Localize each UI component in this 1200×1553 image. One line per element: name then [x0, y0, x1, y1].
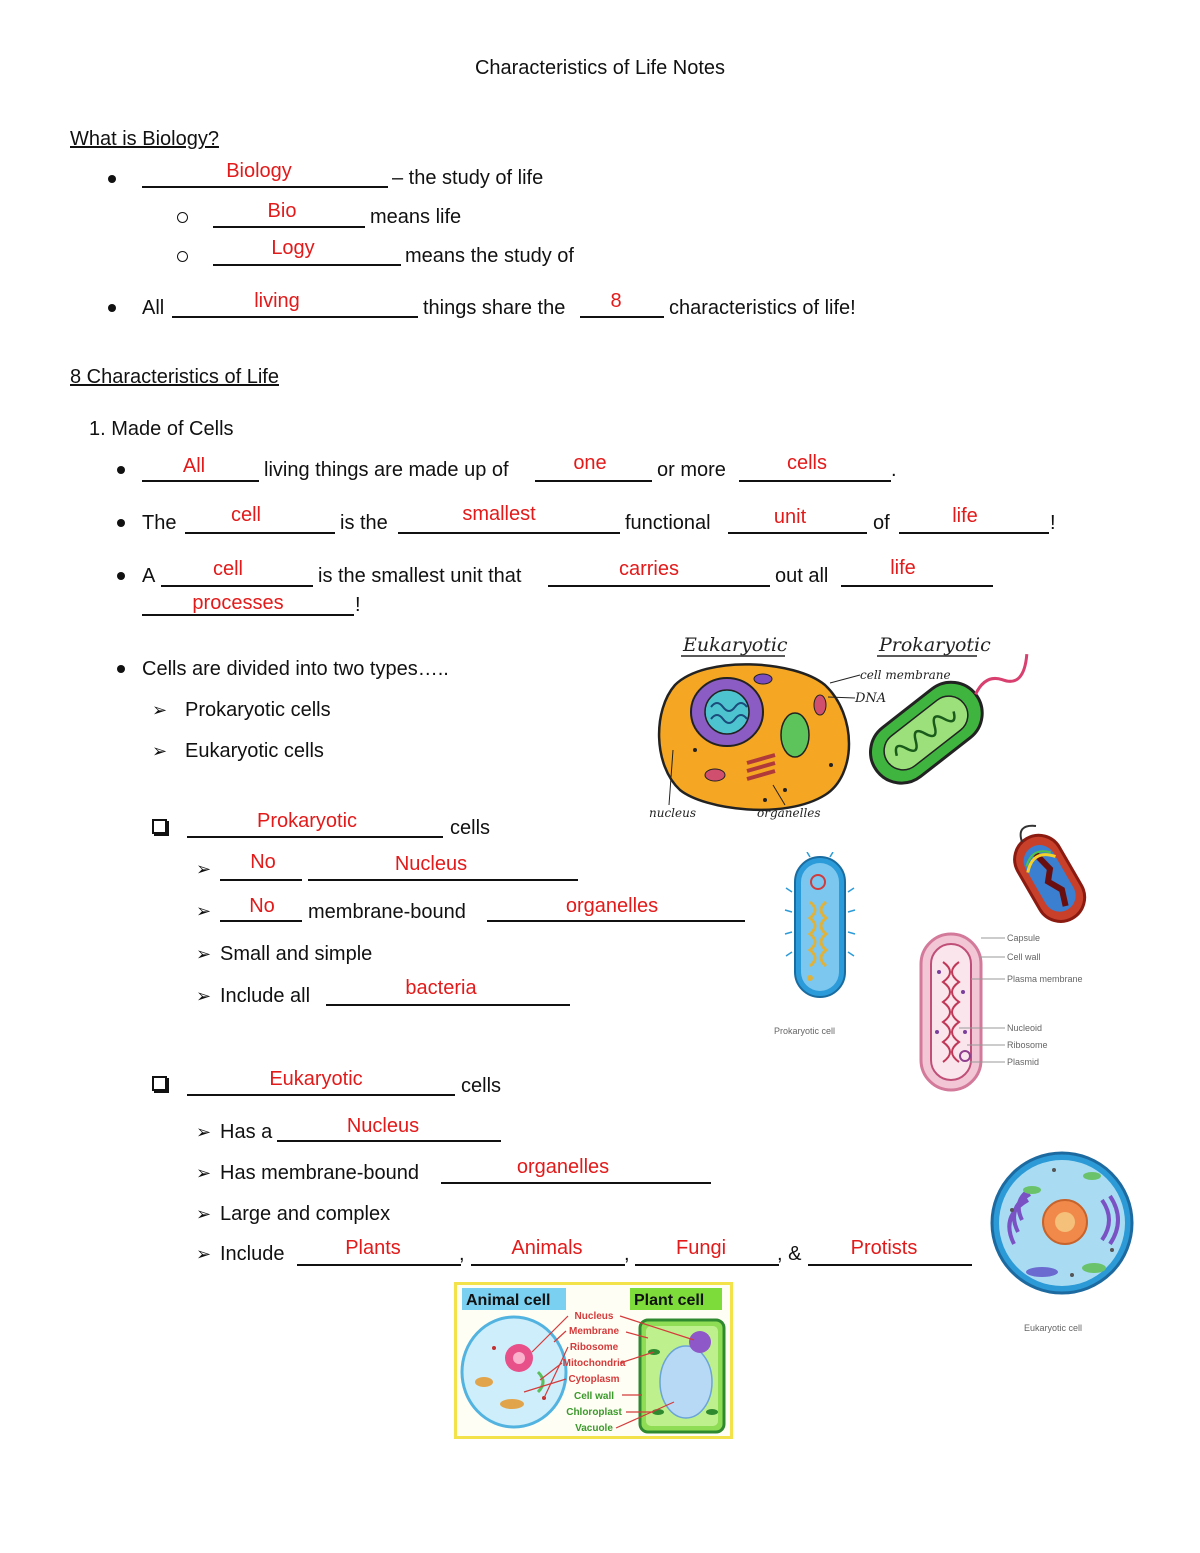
- blank-bio[interactable]: [213, 226, 365, 228]
- blank-cell-2[interactable]: [161, 585, 313, 587]
- line-small-simple: Small and simple: [220, 943, 373, 965]
- heading-made-of-cells: 1. Made of Cells: [89, 418, 234, 440]
- eukaryotic-cell-caption: Eukaryotic cell: [1024, 1323, 1083, 1333]
- line-include: Include: [220, 1243, 285, 1265]
- blank-cells[interactable]: [739, 480, 891, 482]
- section-heading-characteristics: 8 Characteristics of Life: [70, 366, 279, 388]
- answer-unit: unit: [773, 506, 807, 528]
- blank-eukaryotic[interactable]: [187, 1094, 455, 1096]
- arrow-bullet: ➢: [152, 741, 168, 761]
- line-of: of: [873, 512, 890, 534]
- line-membrane-bound: membrane-bound: [308, 901, 466, 923]
- line-things-share: things share the: [423, 297, 566, 319]
- line-exclaim: !: [1050, 512, 1056, 534]
- sketch-nucleus-label: nucleus: [649, 806, 697, 820]
- blank-unit[interactable]: [728, 532, 867, 534]
- blank-protists[interactable]: [808, 1264, 972, 1266]
- sketch-eukaryotic-cell: [659, 664, 849, 809]
- plant-cell-heading: Plant cell: [634, 1292, 705, 1309]
- label-vacuole: Vacuole: [575, 1423, 613, 1434]
- answer-life-1: life: [952, 505, 978, 527]
- arrow-bullet: ➢: [152, 700, 168, 720]
- line-characteristics: characteristics of life!: [669, 297, 856, 319]
- line-a: A: [142, 565, 156, 587]
- line-living-things: living things are made up of: [264, 459, 509, 481]
- label-nucleus: Nucleus: [574, 1311, 614, 1322]
- bullet: [117, 466, 125, 474]
- line-prokaryotic-cells: Prokaryotic cells: [185, 699, 331, 721]
- sketch-dna-label: DNA: [855, 691, 887, 706]
- blank-no-2[interactable]: [220, 920, 302, 922]
- answer-fungi: Fungi: [675, 1237, 727, 1259]
- line-out-all: out all: [775, 565, 829, 587]
- label-ribosome-ap: Ribosome: [569, 1342, 619, 1353]
- blank-one[interactable]: [535, 480, 652, 482]
- line-period: .: [891, 459, 897, 481]
- bullet: [117, 572, 125, 580]
- blank-logy[interactable]: [213, 264, 401, 266]
- line-means-study: means the study of: [405, 245, 574, 267]
- blank-fungi[interactable]: [635, 1264, 779, 1266]
- arrow-bullet: ➢: [196, 901, 212, 921]
- blank-animals[interactable]: [471, 1264, 625, 1266]
- line-divided: Cells are divided into two types…..: [142, 658, 449, 680]
- answer-one: one: [573, 452, 607, 474]
- arrow-bullet: ➢: [196, 944, 212, 964]
- prokaryotic-cell-diagram: [770, 852, 880, 1047]
- blank-processes[interactable]: [142, 614, 354, 616]
- answer-prokaryotic: Prokaryotic: [256, 810, 358, 832]
- label-membrane: Membrane: [568, 1326, 620, 1337]
- answer-nucleus-2: Nucleus: [346, 1115, 420, 1137]
- answer-organelles-2: organelles: [516, 1156, 610, 1178]
- answer-logy: Logy: [271, 237, 315, 259]
- answer-nucleus-1: Nucleus: [394, 853, 468, 875]
- line-cells-2: cells: [461, 1075, 502, 1097]
- sketch-organelles-label: organelles: [757, 806, 821, 820]
- line-study-of-life: – the study of life: [392, 167, 544, 189]
- answer-all: All: [182, 455, 206, 477]
- answer-organelles-1: organelles: [565, 895, 659, 917]
- answer-eukaryotic: Eukaryotic: [269, 1068, 363, 1090]
- label-cytoplasm: Cytoplasm: [568, 1374, 620, 1385]
- label-cell-wall: Cell wall: [1007, 952, 1041, 962]
- bullet: [117, 519, 125, 527]
- label-plasmid: Plasmid: [1007, 1057, 1040, 1067]
- answer-plants: Plants: [345, 1237, 401, 1259]
- answer-protists: Protists: [850, 1237, 918, 1259]
- blank-eight[interactable]: [580, 316, 664, 318]
- answer-cell-1: cell: [230, 504, 261, 526]
- blank-nucleus-1[interactable]: [308, 879, 578, 881]
- answer-cell-2: cell: [212, 558, 243, 580]
- answer-cells: cells: [786, 452, 827, 474]
- prokaryotic-cell-caption: Prokaryotic cell: [774, 1026, 836, 1036]
- animal-plant-cell-figure: [454, 1282, 734, 1440]
- label-ribosome: Ribosome: [1007, 1040, 1048, 1050]
- blank-cell-1[interactable]: [185, 532, 335, 534]
- sketch-cells-figure: [635, 625, 1035, 830]
- prokaryote-illustration: [1002, 822, 1098, 932]
- blank-nucleus-2[interactable]: [277, 1140, 501, 1142]
- sketch-cell-membrane-label: cell membrane: [860, 668, 951, 682]
- page-title: Characteristics of Life Notes: [474, 57, 726, 79]
- line-smallest-unit: is the smallest unit that: [318, 565, 522, 587]
- line-comma: ,: [459, 1243, 465, 1265]
- label-chloroplast: Chloroplast: [566, 1407, 622, 1418]
- answer-bacteria: bacteria: [405, 977, 477, 999]
- answer-eight: 8: [610, 290, 622, 312]
- blank-life-1[interactable]: [899, 532, 1049, 534]
- arrow-bullet: ➢: [196, 1163, 212, 1183]
- answer-animals: Animals: [511, 1237, 583, 1259]
- line-means-life: means life: [370, 206, 462, 228]
- line-or-more: or more: [657, 459, 726, 481]
- blank-living[interactable]: [172, 316, 418, 318]
- blank-organelles-2[interactable]: [441, 1182, 711, 1184]
- bullet: [117, 665, 125, 673]
- label-plasma-membrane: Plasma membrane: [1007, 974, 1083, 984]
- line-eukaryotic-cells: Eukaryotic cells: [185, 740, 324, 762]
- answer-carries: carries: [618, 558, 679, 580]
- bullet: [108, 304, 116, 312]
- line-cells-1: cells: [450, 817, 491, 839]
- answer-no-1: No: [250, 851, 276, 873]
- arrow-bullet: ➢: [196, 986, 212, 1006]
- section-heading-biology: What is Biology?: [70, 128, 219, 150]
- label-nucleoid: Nucleoid: [1007, 1023, 1043, 1033]
- blank-smallest[interactable]: [398, 532, 620, 534]
- checkbox-prokaryotic[interactable]: [152, 819, 167, 834]
- blank-prokaryotic[interactable]: [187, 836, 443, 838]
- blank-life-2[interactable]: [841, 585, 993, 587]
- bullet: [108, 175, 116, 183]
- line-is-the: is the: [340, 512, 388, 534]
- line-exclaim-2: !: [355, 594, 361, 616]
- answer-biology: Biology: [226, 160, 292, 182]
- blank-plants[interactable]: [297, 1264, 461, 1266]
- answer-no-2: No: [249, 895, 275, 917]
- line-has-a: Has a: [220, 1121, 273, 1143]
- eukaryotic-cell-diagram: [972, 1150, 1152, 1340]
- answer-processes: processes: [192, 592, 284, 614]
- blank-all[interactable]: [142, 480, 259, 482]
- line-comma-and: , &: [777, 1243, 802, 1265]
- sketch-prokaryotic-label: Prokaryotic: [879, 634, 991, 656]
- blank-no-1[interactable]: [220, 879, 302, 881]
- sketch-eukaryotic-label: Eukaryotic: [683, 634, 788, 656]
- answer-life-2: life: [890, 557, 916, 579]
- arrow-bullet: ➢: [196, 1244, 212, 1264]
- line-large-complex: Large and complex: [220, 1203, 391, 1225]
- label-mitochondria: Mitochondria: [562, 1358, 626, 1369]
- arrow-bullet: ➢: [196, 1204, 212, 1224]
- line-the: The: [142, 512, 177, 534]
- sub-bullet: [177, 212, 188, 223]
- blank-carries[interactable]: [548, 585, 770, 587]
- arrow-bullet: ➢: [196, 1122, 212, 1142]
- line-all: All: [142, 297, 165, 319]
- arrow-bullet: ➢: [196, 859, 212, 879]
- answer-living: living: [254, 290, 300, 312]
- label-capsule: Capsule: [1007, 933, 1041, 943]
- sub-bullet: [177, 251, 188, 262]
- labeled-prokaryote-diagram: [915, 922, 1100, 1094]
- blank-biology[interactable]: [142, 186, 388, 188]
- animal-cell-heading: Animal cell: [466, 1292, 551, 1309]
- blank-organelles-1[interactable]: [487, 920, 745, 922]
- checkbox-eukaryotic[interactable]: [152, 1076, 167, 1091]
- line-include-all: Include all: [220, 985, 311, 1007]
- label-cell-wall-ap: Cell wall: [573, 1391, 615, 1402]
- blank-bacteria[interactable]: [326, 1004, 570, 1006]
- answer-smallest: smallest: [462, 503, 536, 525]
- line-functional: functional: [625, 512, 711, 534]
- line-has-membrane-bound: Has membrane-bound: [220, 1162, 419, 1184]
- answer-bio: Bio: [267, 200, 297, 222]
- line-comma: ,: [624, 1243, 630, 1265]
